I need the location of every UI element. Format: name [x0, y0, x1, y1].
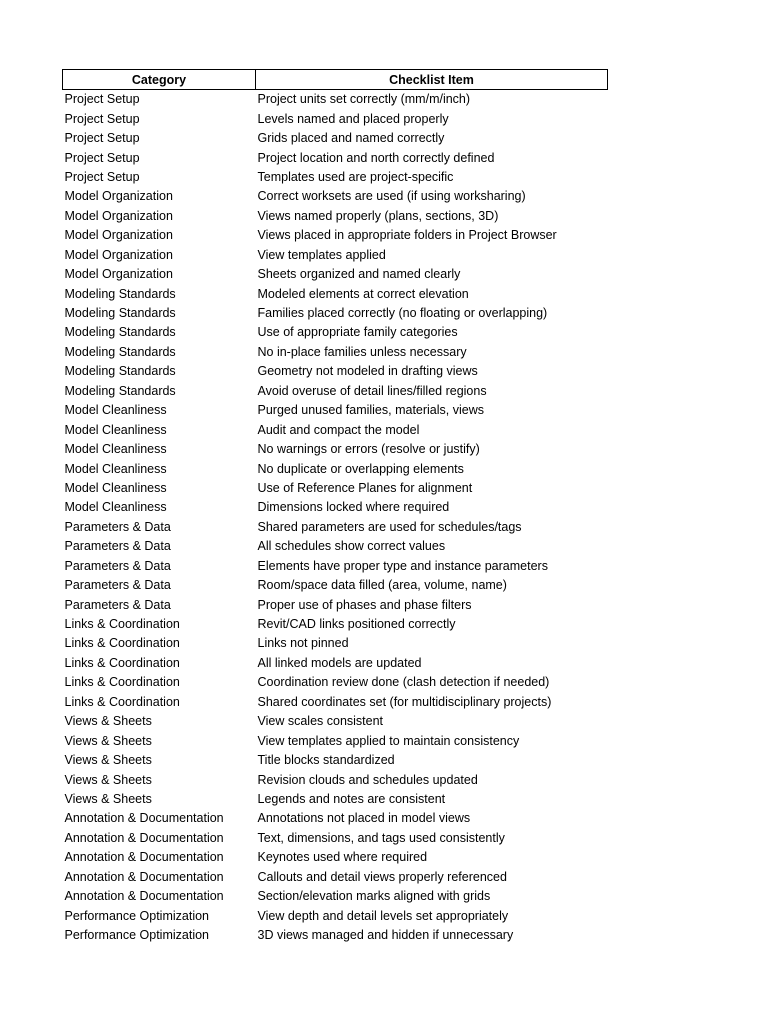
- table-row: [63, 343, 608, 362]
- category-cell: Views & Sheets: [64, 772, 152, 787]
- table-row: [63, 109, 608, 128]
- category-cell: Views & Sheets: [64, 733, 152, 748]
- checklist-item-cell: Callouts and detail views properly referenced: [257, 869, 507, 884]
- checklist-item-cell: Use of Reference Planes for alignment: [257, 480, 473, 495]
- category-cell: Annotation & Documentation: [64, 850, 224, 865]
- checklist-item-cell: Purged unused families, materials, views: [257, 403, 484, 418]
- checklist-item-cell: No duplicate or overlapping elements: [257, 461, 464, 476]
- table-row: [63, 304, 608, 323]
- checklist-item-cell: Geometry not modeled in drafting views: [257, 364, 478, 379]
- category-cell: Model Organization: [64, 267, 173, 282]
- category-cell: Project Setup: [64, 150, 140, 165]
- table-row: [63, 382, 608, 401]
- category-cell: Links & Coordination: [64, 617, 180, 632]
- checklist-item-cell: View scales consistent: [257, 714, 384, 729]
- category-cell: Project Setup: [64, 92, 140, 107]
- category-cell: Links & Coordination: [64, 694, 180, 709]
- table-row: [63, 323, 608, 342]
- checklist-item-cell: Coordination review done (clash detection if needed): [257, 675, 550, 690]
- checklist-item-cell: Project location and north correctly defined: [257, 150, 495, 165]
- table-row: [63, 459, 608, 478]
- category-cell: Parameters & Data: [64, 578, 171, 593]
- table-row: [63, 770, 608, 789]
- category-cell: Annotation & Documentation: [64, 811, 224, 826]
- checklist-item-cell: Annotations not placed in model views: [257, 811, 471, 826]
- header-checklist-item: Checklist Item: [256, 70, 608, 90]
- checklist-item-cell: Revit/CAD links positioned correctly: [257, 617, 456, 632]
- checklist-item-cell: Grids placed and named correctly: [257, 131, 445, 146]
- category-cell: Parameters & Data: [64, 558, 171, 573]
- table-row: [63, 537, 608, 556]
- category-cell: Performance Optimization: [64, 928, 210, 943]
- category-cell: Model Cleanliness: [64, 461, 167, 476]
- table-row: [63, 829, 608, 848]
- category-cell: Modeling Standards: [64, 383, 176, 398]
- category-cell: Views & Sheets: [64, 791, 152, 806]
- category-cell: Parameters & Data: [64, 519, 171, 534]
- table-row: [63, 576, 608, 595]
- table-row: [63, 634, 608, 653]
- table-row: [63, 168, 608, 187]
- category-cell: Model Organization: [64, 247, 173, 262]
- table-row: [63, 440, 608, 459]
- table-row: [63, 479, 608, 498]
- checklist-item-cell: Views named properly (plans, sections, 3D): [257, 208, 499, 223]
- table-row: [63, 187, 608, 206]
- category-cell: Model Cleanliness: [64, 480, 167, 495]
- table-row: [63, 868, 608, 887]
- table-row: [63, 207, 608, 226]
- checklist-item-cell: Project units set correctly (mm/m/inch): [257, 92, 471, 107]
- checklist-item-cell: All linked models are updated: [257, 655, 422, 670]
- table-row: [63, 654, 608, 673]
- table-row: [63, 906, 608, 925]
- table-row: [63, 90, 608, 110]
- category-cell: Parameters & Data: [64, 539, 171, 554]
- checklist-item-cell: Keynotes used where required: [257, 850, 428, 865]
- table-row: [63, 265, 608, 284]
- category-cell: Modeling Standards: [64, 306, 176, 321]
- category-cell: Annotation & Documentation: [64, 830, 224, 845]
- checklist-item-cell: Sheets organized and named clearly: [257, 267, 461, 282]
- checklist-item-cell: Avoid overuse of detail lines/filled regions: [257, 383, 487, 398]
- category-cell: Model Organization: [64, 208, 173, 223]
- table-row: [63, 712, 608, 731]
- table-row: [63, 284, 608, 303]
- category-cell: Parameters & Data: [64, 597, 171, 612]
- checklist-item-cell: Levels named and placed properly: [257, 111, 449, 126]
- header-row: [63, 70, 608, 90]
- checklist-item-cell: Title blocks standardized: [257, 753, 395, 768]
- checklist-item-cell: Shared coordinates set (for multidisciplinary projects): [257, 694, 552, 709]
- table-row: [63, 790, 608, 809]
- category-cell: Links & Coordination: [64, 675, 180, 690]
- checklist-item-cell: Text, dimensions, and tags used consistently: [257, 830, 505, 845]
- table-row: [63, 809, 608, 828]
- checklist-item-cell: Proper use of phases and phase filters: [257, 597, 472, 612]
- checklist-item-cell: Elements have proper type and instance parameters: [257, 558, 548, 573]
- category-cell: Modeling Standards: [64, 344, 176, 359]
- checklist-item-cell: Templates used are project-specific: [257, 169, 454, 184]
- table-row: [63, 848, 608, 867]
- category-cell: Links & Coordination: [64, 636, 180, 651]
- checklist-item-cell: View depth and detail levels set appropriately: [257, 908, 509, 923]
- category-cell: Performance Optimization: [64, 908, 210, 923]
- checklist-item-cell: Room/space data filled (area, volume, name): [257, 578, 507, 593]
- checklist-item-cell: Families placed correctly (no floating or overlapping): [257, 306, 548, 321]
- checklist-body: [63, 90, 608, 946]
- table-row: [63, 615, 608, 634]
- category-cell: Model Cleanliness: [64, 442, 167, 457]
- checklist-item-cell: Shared parameters are used for schedules/tags: [257, 519, 522, 534]
- checklist-table: [62, 69, 608, 945]
- table-row: [63, 673, 608, 692]
- category-cell: Modeling Standards: [64, 325, 176, 340]
- checklist-sheet: [62, 69, 607, 945]
- table-row: [63, 518, 608, 537]
- category-cell: Views & Sheets: [64, 714, 152, 729]
- table-row: [63, 362, 608, 381]
- category-cell: Model Cleanliness: [64, 422, 167, 437]
- checklist-item-cell: Use of appropriate family categories: [257, 325, 458, 340]
- table-row: [63, 693, 608, 712]
- category-cell: Annotation & Documentation: [64, 889, 224, 904]
- table-row: [63, 887, 608, 906]
- category-cell: Model Organization: [64, 189, 173, 204]
- checklist-item-cell: Correct worksets are used (if using worksharing): [257, 189, 526, 204]
- table-row: [63, 595, 608, 614]
- table-row: [63, 557, 608, 576]
- table-row: [63, 731, 608, 750]
- checklist-item-cell: View templates applied: [257, 247, 386, 262]
- table-row: [63, 926, 608, 945]
- table-row: [63, 498, 608, 517]
- category-cell: Project Setup: [64, 131, 140, 146]
- table-row: [63, 129, 608, 148]
- checklist-item-cell: Audit and compact the model: [257, 422, 420, 437]
- checklist-item-cell: No warnings or errors (resolve or justify): [257, 442, 480, 457]
- checklist-item-cell: Revision clouds and schedules updated: [257, 772, 478, 787]
- checklist-item-cell: No in-place families unless necessary: [257, 344, 467, 359]
- checklist-item-cell: Section/elevation marks aligned with grids: [257, 889, 491, 904]
- checklist-item-cell: Dimensions locked where required: [257, 500, 450, 515]
- category-cell: Model Cleanliness: [64, 403, 167, 418]
- category-cell: Model Cleanliness: [64, 500, 167, 515]
- table-row: [63, 751, 608, 770]
- table-row: [63, 420, 608, 439]
- checklist-item-cell: Links not pinned: [257, 636, 349, 651]
- category-cell: Project Setup: [64, 111, 140, 126]
- category-cell: Modeling Standards: [64, 286, 176, 301]
- table-row: [63, 246, 608, 265]
- category-cell: Links & Coordination: [64, 655, 180, 670]
- checklist-item-cell: All schedules show correct values: [257, 539, 446, 554]
- header-category: Category: [63, 70, 256, 90]
- category-cell: Model Organization: [64, 228, 173, 243]
- checklist-item-cell: 3D views managed and hidden if unnecessary: [257, 928, 514, 943]
- table-row: [63, 148, 608, 167]
- table-row: [63, 401, 608, 420]
- category-cell: Project Setup: [64, 169, 140, 184]
- checklist-item-cell: Modeled elements at correct elevation: [257, 286, 469, 301]
- table-row: [63, 226, 608, 245]
- checklist-item-cell: Legends and notes are consistent: [257, 791, 446, 806]
- category-cell: Modeling Standards: [64, 364, 176, 379]
- category-cell: Views & Sheets: [64, 753, 152, 768]
- checklist-item-cell: View templates applied to maintain consistency: [257, 733, 520, 748]
- category-cell: Annotation & Documentation: [64, 869, 224, 884]
- checklist-item-cell: Views placed in appropriate folders in Project Browser: [257, 228, 557, 243]
